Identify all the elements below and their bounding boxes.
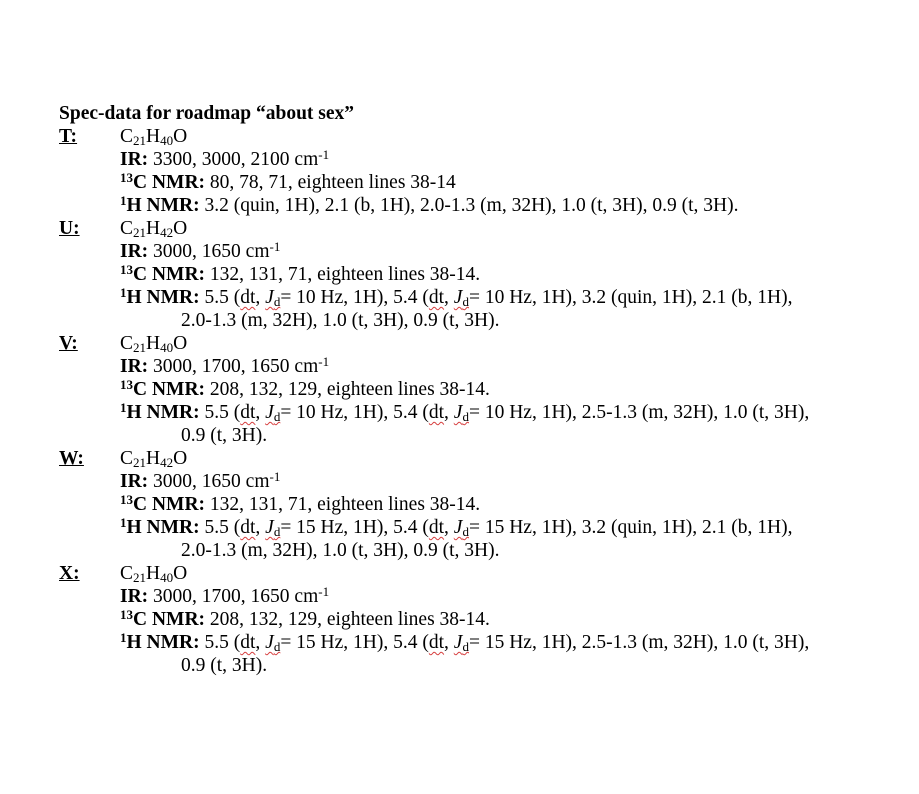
- c13-label: $^{13}$C NMR:: [120, 492, 206, 515]
- spellcheck-word: dt: [240, 287, 256, 308]
- h1-continuation: 0.9 (t, 3H).: [181, 425, 268, 446]
- entry-letter: U:: [59, 218, 80, 239]
- ir-values: 3000, 1700, 1650 cm: [153, 356, 319, 377]
- ir-label: IR:: [120, 471, 149, 492]
- formula-line: $C_{21}H_{40}O$: [120, 126, 188, 148]
- formula-line: $C_{21}H_{42}O$: [120, 448, 188, 470]
- c13-label: $^{13}$C NMR:: [120, 262, 206, 285]
- document-page: [59, 102, 899, 677]
- h1-line: [120, 194, 899, 217]
- entry-letter: W:: [59, 448, 84, 469]
- ir-values: 3000, 1650 cm: [153, 241, 270, 262]
- spellcheck-word: dt: [240, 632, 256, 653]
- ir-label: IR:: [120, 356, 149, 377]
- c13-values: 132, 131, 71, eighteen lines 38-14.: [209, 494, 481, 515]
- ir-line: IR: 3000, 1650 $cm^{-1}$: [120, 469, 281, 492]
- c13-line: [120, 608, 899, 631]
- document-title: Spec-data for roadmap “about sex”: [59, 103, 355, 124]
- c13-line: [120, 493, 899, 516]
- spellcheck-word: dt: [428, 632, 445, 653]
- entry-letter: X:: [59, 563, 80, 584]
- h1-label: $^1$H NMR:: [120, 400, 200, 423]
- h1-line: $^1$H NMR: 5.5 (dt, $J_d= 15$ Hz, 1H), 5.4 (dt, $J_d= 15$ Hz, 1H), 2.5-1.3 (m, 32H), 1.0 (t, 3H),: [120, 630, 810, 654]
- h1-label: $^1$H NMR:: [120, 193, 200, 216]
- ir-values: 3000, 1650 cm: [153, 471, 270, 492]
- c13-values: 208, 132, 129, eighteen lines 38-14.: [209, 379, 490, 400]
- h1-values: 3.2 (quin, 1H), 2.1 (b, 1H), 2.0-1.3 (m, 32H), 1.0 (t, 3H), 0.9 (t, 3H).: [204, 195, 739, 216]
- spellcheck-word: dt: [240, 402, 256, 423]
- h1-line: $^1$H NMR: 5.5 (dt, $J_d= 10$ Hz, 1H), 5.4 (dt, $J_d= 10$ Hz, 1H), 2.5-1.3 (m, 32H), 1.0 (t, 3H),: [120, 400, 810, 424]
- ir-values: 3300, 3000, 2100 cm: [153, 149, 319, 170]
- c13-label: $^{13}$C NMR:: [120, 377, 206, 400]
- c13-line: [120, 263, 899, 286]
- h1-label: $^1$H NMR:: [120, 285, 200, 308]
- entry-u: [59, 217, 899, 332]
- ir-line: IR: 3000, 1700, 1650 $cm^{-1}$: [120, 354, 330, 377]
- ir-line: IR: 3000, 1650 $cm^{-1}$: [120, 239, 281, 262]
- spellcheck-word: dt: [240, 517, 256, 538]
- spellcheck-word: dt: [428, 402, 445, 423]
- h1-label: $^1$H NMR:: [120, 515, 200, 538]
- ir-label: IR:: [120, 241, 149, 262]
- h1-continuation: 2.0-1.3 (m, 32H), 1.0 (t, 3H), 0.9 (t, 3H).: [181, 540, 500, 561]
- formula-line: $C_{21}H_{40}O$: [120, 563, 188, 585]
- entry-letter: V:: [59, 333, 78, 354]
- c13-label: $^{13}$C NMR:: [120, 607, 206, 630]
- entry-v: [59, 332, 899, 447]
- c13-values: 80, 78, 71, eighteen lines 38-14: [209, 172, 456, 193]
- entry-t: [59, 125, 899, 217]
- h1-label: $^1$H NMR:: [120, 630, 200, 653]
- entry-x: [59, 562, 899, 677]
- h1-continuation: 2.0-1.3 (m, 32H), 1.0 (t, 3H), 0.9 (t, 3H).: [181, 310, 500, 331]
- c13-line: [120, 378, 899, 401]
- ir-label: IR:: [120, 586, 149, 607]
- c13-line: [120, 171, 899, 194]
- spellcheck-word: dt: [428, 517, 445, 538]
- c13-label: $^{13}$C NMR:: [120, 170, 206, 193]
- h1-continuation: 0.9 (t, 3H).: [181, 655, 268, 676]
- ir-line: IR: 3300, 3000, 2100 $cm^{-1}$: [120, 147, 330, 170]
- c13-values: 208, 132, 129, eighteen lines 38-14.: [209, 609, 490, 630]
- c13-values: 132, 131, 71, eighteen lines 38-14.: [209, 264, 481, 285]
- formula-line: $C_{21}H_{42}O$: [120, 218, 188, 240]
- ir-line: IR: 3000, 1700, 1650 $cm^{-1}$: [120, 584, 330, 607]
- spellcheck-word: dt: [428, 287, 445, 308]
- formula-line: $C_{21}H_{40}O$: [120, 333, 188, 355]
- entry-w: [59, 447, 899, 562]
- h1-line: $^1$H NMR: 5.5 (dt, $J_d= 15$ Hz, 1H), 5.4 (dt, $J_d= 15$ Hz, 1H), 3.2 (quin, 1H), 2.1 (b, 1H),: [120, 515, 793, 539]
- h1-line: $^1$H NMR: 5.5 (dt, $J_d= 10$ Hz, 1H), 5.4 (dt, $J_d= 10$ Hz, 1H), 3.2 (quin, 1H), 2.1 (b, 1H),: [120, 285, 793, 309]
- ir-label: IR:: [120, 149, 149, 170]
- ir-values: 3000, 1700, 1650 cm: [153, 586, 319, 607]
- entry-letter: T:: [59, 126, 78, 147]
